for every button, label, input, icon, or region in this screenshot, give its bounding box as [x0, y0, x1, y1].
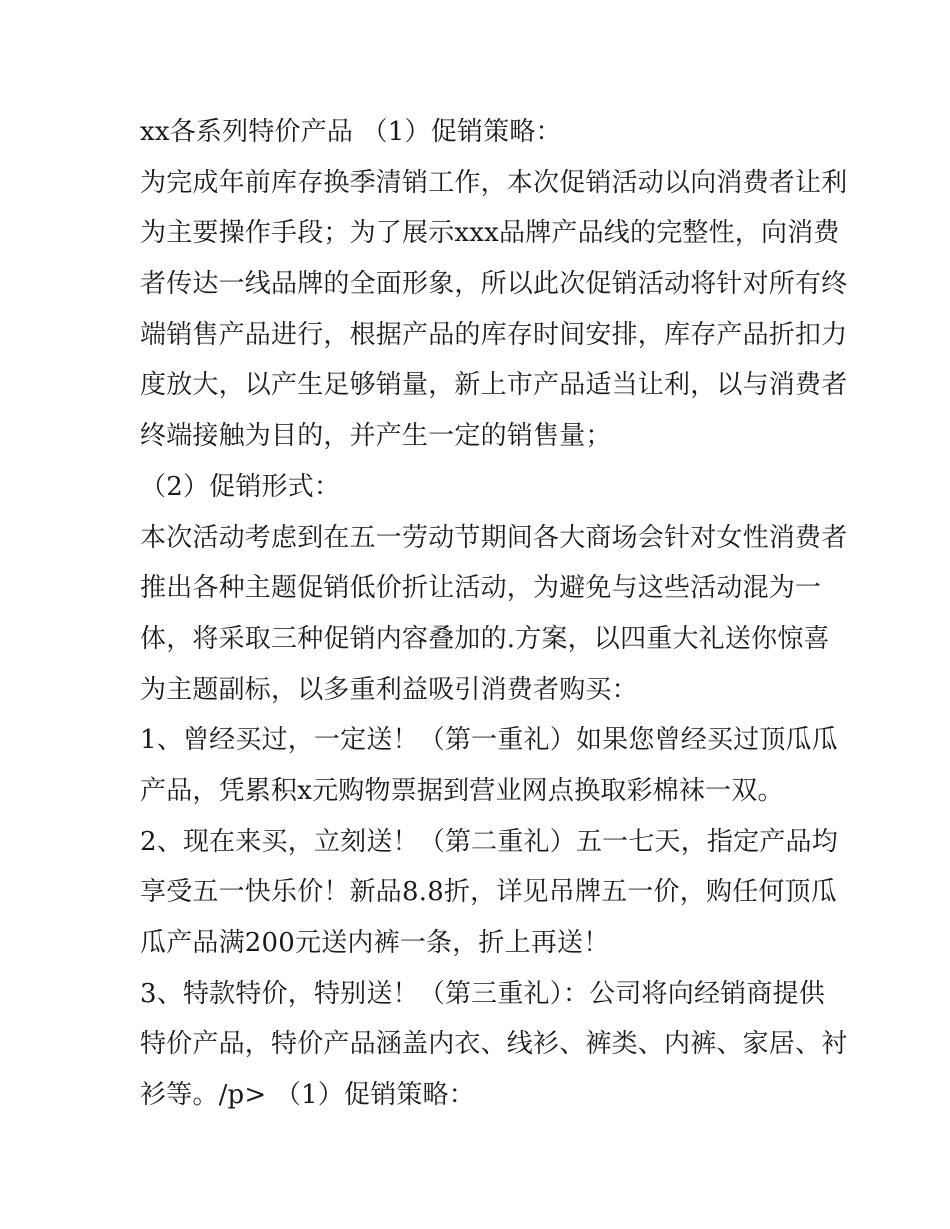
list-item-line: 瓜产品满200元送内裤一条，折上再送！ [140, 928, 610, 958]
paragraph-line: 本次活动考虑到在五一劳动节期间各大商场会针对女性消费者 [140, 522, 848, 553]
paragraph-line: 端销售产品进行，根据产品的库存时间安排，库存产品折扣力 [140, 319, 848, 350]
paragraph-line: 度放大，以产生足够销量，新上市产品适当让利，以与消费者 [140, 370, 848, 401]
section-heading-line: （2）促销形式： [140, 471, 341, 502]
heading-line: xx各系列特价产品 （1）促销策略： [140, 117, 562, 147]
paragraph-line: 为主题副标，以多重利益吸引消费者购买： [140, 674, 638, 705]
list-item-line: 衫等。/p> （1）促销策略： [140, 1080, 475, 1111]
paragraph-line: 为完成年前库存换季清销工作，本次促销活动以向消费者让利 [140, 167, 848, 198]
paragraph-line: 终端接触为目的，并产生一定的销售量； [140, 421, 612, 452]
paragraph-line: 体，将采取三种促销内容叠加的.方案，以四重大礼送你惊喜 [140, 623, 830, 654]
list-item-line: 3、特款特价，特别送！（第三重礼）：公司将向经销商提供 [140, 978, 825, 1009]
paragraph-line: 推出各种主题促销低价折让活动，为避免与这些活动混为一 [140, 573, 822, 604]
list-item-line: 产品，凭累积x元购物票据到营业网点换取彩棉袜一双。 [140, 775, 784, 806]
list-item-line: 1、曾经买过，一定送！（第一重礼）如果您曾经买过顶瓜瓜 [140, 725, 838, 756]
paragraph-line: 者传达一线品牌的全面形象，所以此次促销活动将针对所有终 [140, 269, 848, 300]
paragraph-line: 为主要操作手段；为了展示xxx品牌产品线的完整性，向消费 [140, 218, 840, 249]
document-body [140, 107, 848, 1121]
list-item-line: 享受五一快乐价！新品8.8折，详见吊牌五一价，购任何顶瓜 [140, 877, 837, 908]
list-item-line: 特价产品，特价产品涵盖内衣、线衫、裤类、内裤、家居、衬 [140, 1029, 848, 1060]
list-item-line: 2、现在来买，立刻送！（第二重礼）五一七天，指定产品均 [140, 826, 838, 857]
